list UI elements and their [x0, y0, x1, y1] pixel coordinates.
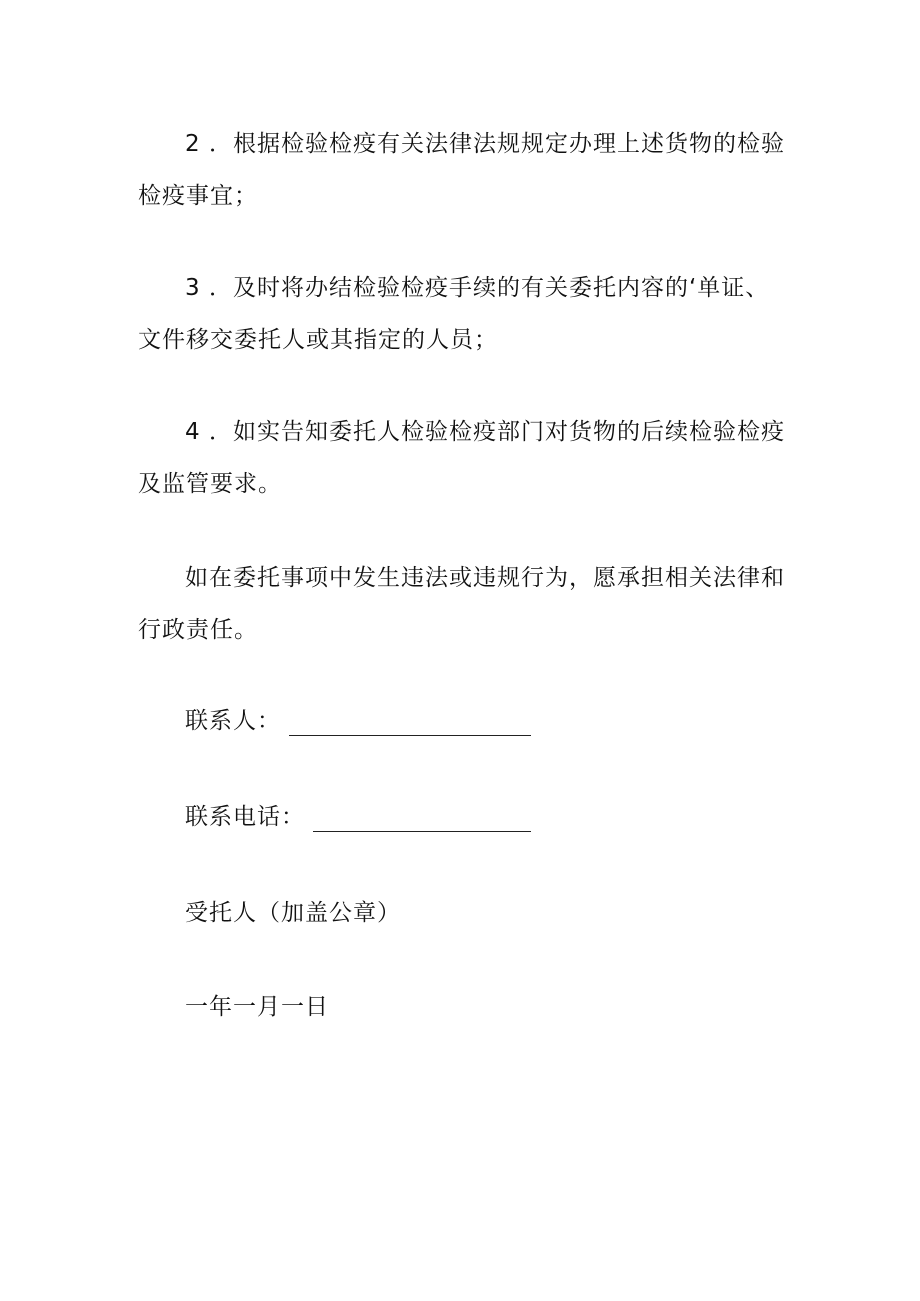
contact-person-label: 联系人： [185, 708, 281, 734]
contact-person-row [185, 706, 531, 736]
contact-phone-row [185, 802, 531, 832]
contact-person-blank-line [289, 709, 531, 736]
clause-item-4: 4 ．如实告知委托人检验检疫部门对货物的后续检验检疫及监管要求。 [138, 419, 785, 497]
date-line: 一年一月一日 [185, 994, 329, 1020]
liability-statement: 如在委托事项中发生违法或违规行为，愿承担相关法律和行政责任。 [138, 565, 785, 643]
contact-phone-label: 联系电话： [185, 804, 305, 830]
clause-item-3: 3 ．及时将办结检验检疫手续的有关委托内容的‘单证、文件移交委托人或其指定的人员； [138, 275, 770, 353]
trustee-seal-label: 受托人（加盖公章） [185, 900, 401, 926]
contact-phone-blank-line [313, 805, 531, 832]
clause-item-2: 2 ．根据检验检疫有关法律法规规定办理上述货物的检验检疫事宜； [138, 131, 785, 209]
